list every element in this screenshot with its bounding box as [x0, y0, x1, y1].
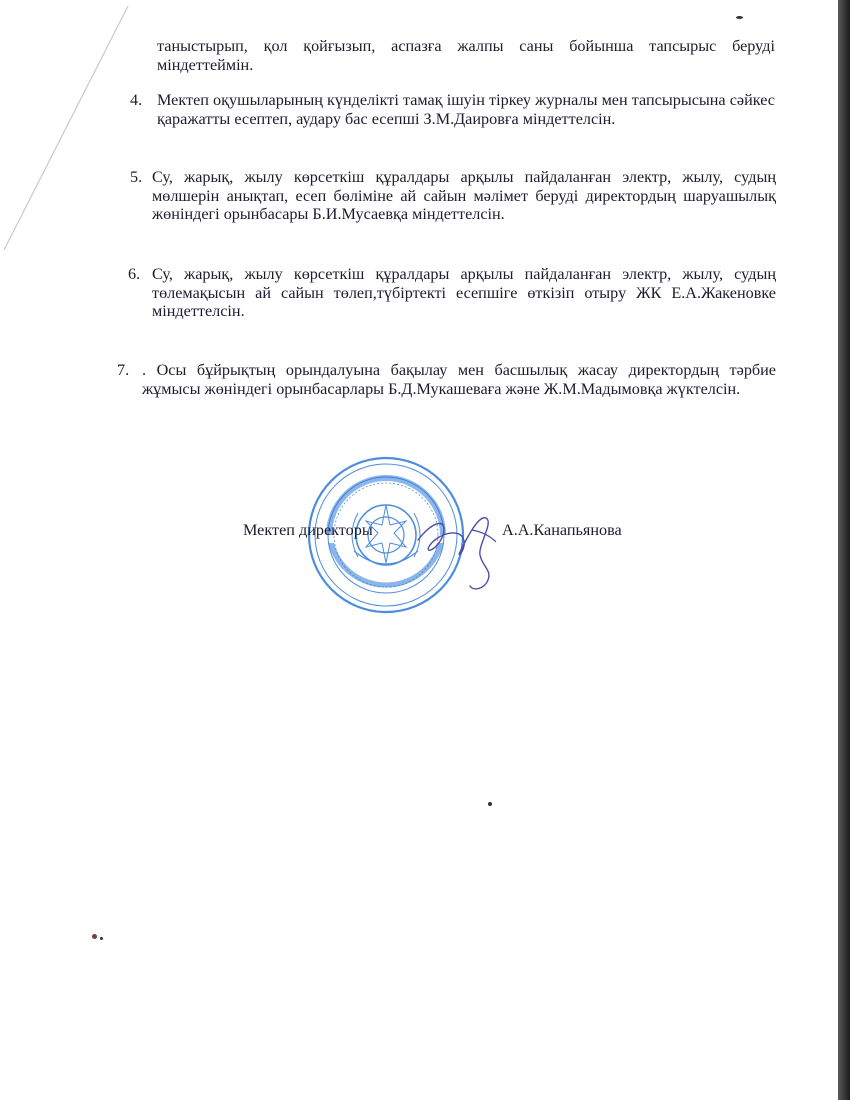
- order-item-3-continuation: таныстырып, қол қойғызып, аспазға жалпы саны бойынша тапсырыс беруді міндеттеймін.: [157, 37, 775, 74]
- handwritten-signature: [408, 500, 518, 595]
- order-item-4-number: 4.: [130, 91, 143, 109]
- order-item-6-number: 6.: [128, 265, 141, 283]
- order-item-4-text: Мектеп оқушыларының күнделікті тамақ ішуін тіркеу журналы мен тапсырысына сәйкес қаражатты есептеп, аудару бас есепші З.М.Даировға міндеттелсін.: [157, 91, 775, 128]
- scan-artifact-line: [0, 0, 143, 260]
- signature-title: Мектеп директоры: [243, 521, 373, 539]
- order-item-5-number: 5.: [130, 168, 143, 186]
- scan-edge-shadow: [838, 0, 850, 1100]
- order-item-7-number: 7.: [117, 361, 130, 379]
- order-item-6-text: Су, жарық, жылу көрсеткіш құралдары арқылы пайдаланған электр, жылу, судың төлемақысын ай сайын төлеп,түбіртекті есепшіге өткізіп отыру ЖК Е.А.Жакеновке міндеттелсін.: [152, 265, 776, 321]
- signatory-name: А.А.Канапьянова: [502, 521, 622, 539]
- scan-speck: [736, 16, 743, 19]
- order-item-7-text: . Осы бұйрықтың орындалуына бақылау мен басшылық жасау директордың тәрбие жұмысы жөніндегі орынбасарлары Б.Д.Мукашеваға және Ж.М.Мадымовқа жүктелсін.: [142, 361, 776, 398]
- scan-speck: [100, 937, 103, 940]
- order-item-5-text: Су, жарық, жылу көрсеткіш құралдары арқылы пайдаланған электр, жылу, судың мөлшерін анықтап, есеп бөліміне ай сайын мәлімет беруді директордың шаруашылық жөніндегі орынбасары Б.И.Мусаевқа міндеттелсін.: [152, 168, 776, 224]
- scan-speck: [92, 934, 97, 939]
- scan-speck: [488, 802, 492, 806]
